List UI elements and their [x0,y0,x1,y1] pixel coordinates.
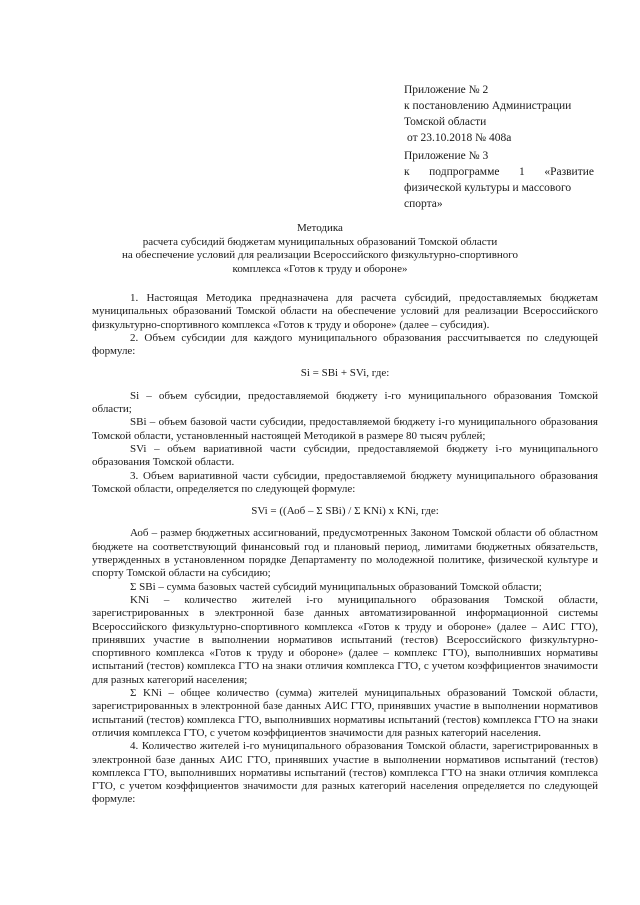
title-line-3: комплекса «Готов к труду и обороне» [232,262,408,275]
definition-sum-sbi: Σ SBi – сумма базовых частей субсидий муниципальных образований Томской области; [130,580,542,593]
appendix-1-line-3: Томской области [404,116,487,128]
paragraph-1: 1. Настоящая Методика предназначена для расчета субсидий, предоставляемых бюджетам муниципальных образований Томской области на обеспечение условий для реализации Всероссийского физкультурно-спортивного комплекса «Готов к труду и обороне» (далее – субсидия). [92,292,598,331]
document-body [92,292,598,807]
appendix-2-line-1: Приложение № 3 [404,150,489,162]
formula-svi: SVi = ((Аоб – Σ SBi) / Σ KNi) x KNi, где: [251,505,439,518]
title-line-2: на обеспечение условий для реализации Всероссийского физкультурно-спортивного [121,249,519,261]
appendix-2-line-2: к подпрограмме 1 «Развитие [404,166,594,178]
appendix-2-line-4: спорта» [404,198,443,210]
appendix-block-1 [404,82,594,146]
paragraph-4: 4. Количество жителей i-го муниципального образования Томской области, зарегистрированных в электронной базе данных АИС ГТО, принявших участие в выполнении нормативов испытаний (тестов) комплекса ГТО, выполнивших нормативы испытаний (тестов) комплекса ГТО на знаки отличия комплекса ГТО, с учетом коэффициентов значимости для разных категорий населения определяется по следующей формуле: [92,740,598,806]
definition-sum-kni: Σ KNi – общее количество (сумма) жителей муниципальных образований Томской области, зарегистрированных в электронной базе данных АИС ГТО, принявших участие в выполнении нормативов испытаний (тестов) комплекса ГТО, выполнивших нормативы испытаний (тестов) комплекса ГТО на знаки отличия комплекса ГТО, с учетом коэффициентов значимости для разных категорий населения. [92,687,598,739]
definition-sbi: SBi – объем базовой части субсидии, предоставляемой бюджету i-го муниципального образования Томской области, установленный настоящей Методикой в размере 80 тысяч рублей; [92,416,598,442]
paragraph-3: 3. Объем вариативной части субсидии, предоставляемой бюджету муниципального образования Томской области, определяется по следующей формуле: [92,469,598,495]
appendix-1-line-1: Приложение № 2 [404,84,489,96]
definition-aob: Аоб – размер бюджетных ассигнований, предусмотренных Законом Томской области об областном бюджете на соответствующий финансовый год и плановый период, лимитами бюджетных обязательств, утвержденных в установленном порядке Департаменту по молодежной политике, физической культуре и спорту Томской области на субсидию; [92,527,598,580]
title-line-1: расчета субсидий бюджетам муниципальных образований Томской области [142,235,498,248]
appendix-2-line-3: физической культуры и массового [404,182,572,194]
appendix-1-line-2: к постановлению Администрации [404,100,572,112]
formula-si: Si = SBi + SVi, где: [300,367,390,380]
definition-kni: KNi – количество жителей i-го муниципального образования Томской области, зарегистрированных в электронной базе данных автоматизированной информационной системы Всероссийского физкультурно-спортивного комплекса «Готов к труду и обороне» (далее – АИС ГТО), принявших участие в выполнении нормативов испытаний (тестов) Всероссийского физкультурно-спортивного комплекса «Готов к труду и обороне» (далее – комплекс ГТО), выполнивших нормативы испытаний (тестов) комплекса ГТО на знаки отличия комплекса ГТО, с учетом коэффициентов значимости для разных категорий населения; [92,593,598,686]
definition-svi: SVi – объем вариативной части субсидии, предоставляемой бюджету i-го муниципального образования Томской области. [92,442,598,469]
document-title [118,222,522,276]
appendix-block-2 [404,148,594,212]
paragraph-2: 2. Объем субсидии для каждого муниципального образования рассчитывается по следующей формуле: [92,331,598,358]
appendix-1-line-4: от 23.10.2018 № 408а [407,132,512,144]
title-heading: Методика [297,222,343,234]
definition-si: Si – объем субсидии, предоставляемой бюджету i-го муниципального образования Томской области; [92,389,598,416]
